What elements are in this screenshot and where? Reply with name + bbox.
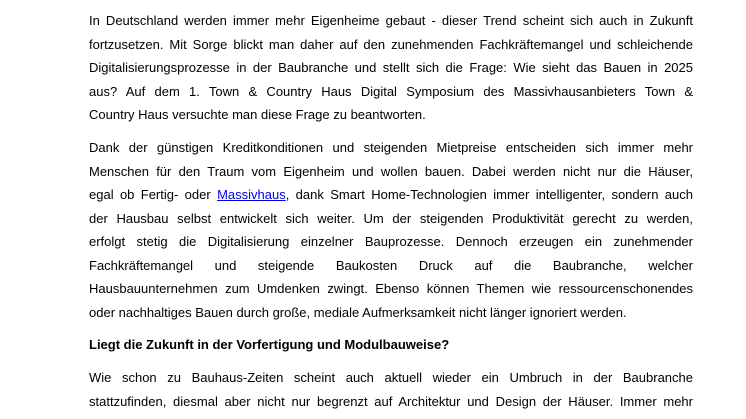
paragraph-line: Dank der günstigen Kreditkonditionen und steigenden Mietpreise entscheiden sich immer mehr (89, 140, 693, 155)
paragraph-intro (89, 9, 693, 127)
paragraph-line: aus? Auf dem 1. Town & Country Haus Digital Symposium des Massivhausanbieters Town & (89, 83, 693, 99)
paragraph-line: erfolgt stetig die Digitalisierung einzelner Bauprozesse. Dennoch erzeugen ein zunehmender (89, 234, 693, 249)
paragraph-line: Fachkräftemangel und steigende Baukosten Druck auf die Baubranche, welcher (89, 257, 693, 273)
paragraph-line: Menschen für den Traum vom Eigenheim und wollen bauen. Dabei werden nicht nur die Häuser, (89, 163, 693, 179)
line-text-after-link: , dank Smart Home-Technologien immer intelligenter, sondern auch (285, 187, 693, 202)
section-heading (89, 333, 693, 357)
paragraph-line: In Deutschland werden immer mehr Eigenheime gebaut - dieser Trend scheint sich auch in Zukunft (89, 13, 693, 28)
line-text-before-link: egal ob Fertig- oder (89, 187, 218, 202)
paragraph-line: Digitalisierungsprozesse in der Baubranche und stellt sich die Frage: Wie sieht das Bauen in 2025 (89, 60, 693, 75)
section-heading-text: Liegt die Zukunft in der Vorfertigung und Modulbauweise? (89, 337, 450, 352)
paragraph-line: oder nachhaltiges Bauen durch große, mediale Aufmerksamkeit nicht länger ignoriert werden. (89, 304, 627, 320)
paragraph-line: der Hausbau selbst entwickelt sich weiter. Um der steigenden Produktivität gerecht zu werden, (89, 210, 693, 226)
paragraph-line: Country Haus versuchte man diese Frage zu beantworten. (89, 107, 426, 122)
massivhaus-link[interactable]: Massivhaus (217, 187, 286, 202)
paragraph-line-with-link (89, 183, 693, 207)
paragraph-line: Hausbauunternehmen zum Umdenken zwingt. Ebenso können Themen wie ressourcenschonendes (89, 281, 693, 296)
paragraph-line: Wie schon zu Bauhaus-Zeiten scheint auch aktuell wieder ein Umbruch in der Baubranche (89, 370, 693, 385)
paragraph-line: stattzufinden, diesmal aber nicht nur begrenzt auf Architektur und Design der Häuser. Immer mehr (89, 393, 693, 409)
paragraph-market (89, 136, 693, 324)
paragraph-bauhaus (89, 366, 693, 413)
paragraph-line: fortzusetzen. Mit Sorge blickt man daher auf den zunehmenden Fachkräftemangel und schleichende (89, 36, 693, 52)
